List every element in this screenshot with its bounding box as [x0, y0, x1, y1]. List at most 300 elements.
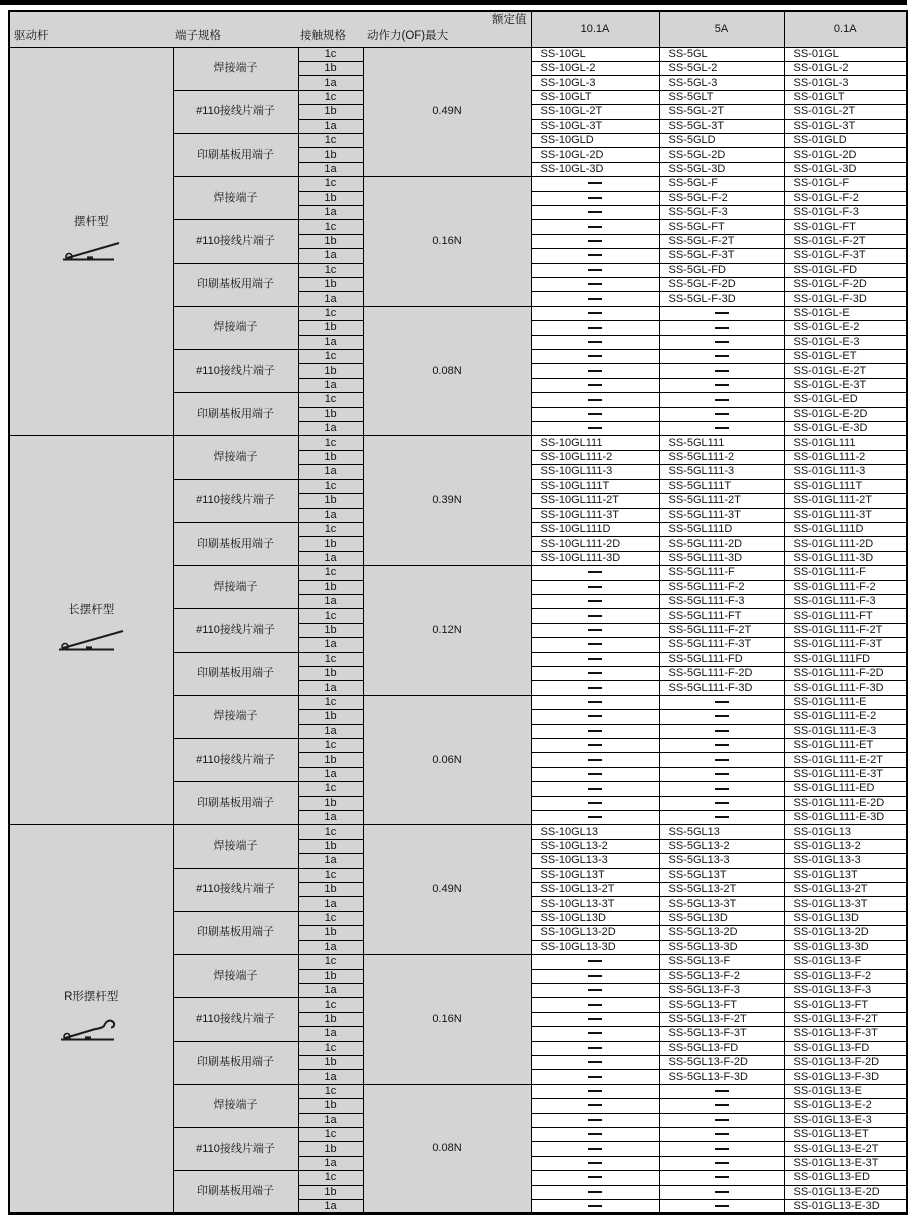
- model-cell: SS-01GL13-FD: [784, 1041, 907, 1055]
- dash: [588, 283, 602, 285]
- contact-form-cell: 1a: [298, 638, 363, 652]
- contact-form-cell: 1a: [298, 378, 363, 392]
- contact-form-cell: 1a: [298, 465, 363, 479]
- dash: [588, 744, 602, 746]
- model-cell: SS-5GL13D: [659, 911, 784, 925]
- contact-form-cell: 1b: [298, 1185, 363, 1199]
- contact-form-cell: 1a: [298, 1027, 363, 1041]
- dash: [588, 1133, 602, 1135]
- model-cell: SS-5GL111-3T: [659, 508, 784, 522]
- dash-cell: [531, 177, 659, 191]
- dash: [715, 1104, 729, 1106]
- model-cell: SS-01GL13-F-3T: [784, 1027, 907, 1041]
- dash-cell: [531, 1070, 659, 1084]
- model-cell: SS-01GL13-ED: [784, 1171, 907, 1185]
- model-cell: SS-01GL111-E-2T: [784, 753, 907, 767]
- model-cell: SS-01GL-E-2T: [784, 364, 907, 378]
- model-cell: SS-01GL13-ET: [784, 1127, 907, 1141]
- model-cell: SS-5GLT: [659, 90, 784, 104]
- contact-form-cell: 1a: [298, 1070, 363, 1084]
- model-cell: SS-5GL111-F: [659, 566, 784, 580]
- model-cell: SS-01GL111-F-3D: [784, 681, 907, 695]
- terminal-type-cell: 焊接端子: [173, 566, 298, 609]
- dash-cell: [531, 1127, 659, 1141]
- contact-form-cell: 1c: [298, 1171, 363, 1185]
- dash-cell: [659, 1156, 784, 1170]
- contact-form-cell: 1c: [298, 522, 363, 536]
- dash: [588, 989, 602, 991]
- dash: [588, 384, 602, 386]
- dash: [588, 427, 602, 429]
- model-cell: SS-01GL13-2D: [784, 926, 907, 940]
- dash-cell: [531, 609, 659, 623]
- model-cell: SS-01GL13-3D: [784, 940, 907, 954]
- model-cell: SS-01GL-F: [784, 177, 907, 191]
- contact-form-cell: 1b: [298, 537, 363, 551]
- model-cell: SS-5GL111-F-3T: [659, 638, 784, 652]
- dash: [588, 600, 602, 602]
- model-cell: SS-01GL-E-2D: [784, 407, 907, 421]
- model-cell: SS-5GLD: [659, 133, 784, 147]
- dash-cell: [531, 969, 659, 983]
- model-cell: SS-5GL-F-3: [659, 205, 784, 219]
- model-cell: SS-5GL-F-2D: [659, 278, 784, 292]
- dash-cell: [531, 191, 659, 205]
- model-cell: SS-5GL13-F-3T: [659, 1027, 784, 1041]
- operating-force-cell: 0.49N: [363, 825, 531, 955]
- model-cell: SS-01GL13-E-2: [784, 1099, 907, 1113]
- contact-form-cell: 1c: [298, 609, 363, 623]
- model-cell: SS-5GL111-2: [659, 450, 784, 464]
- model-cell: SS-10GL13-2: [531, 839, 659, 853]
- dash: [588, 312, 602, 314]
- model-cell: SS-5GL111-3: [659, 465, 784, 479]
- contact-form-cell: 1a: [298, 767, 363, 781]
- dash: [715, 1176, 729, 1178]
- dash-cell: [531, 1200, 659, 1214]
- dash-cell: [531, 220, 659, 234]
- model-cell: SS-10GL111-3T: [531, 508, 659, 522]
- model-cell: SS-01GL111-2D: [784, 537, 907, 551]
- dash: [588, 1191, 602, 1193]
- contact-form-cell: 1b: [298, 1055, 363, 1069]
- header-merged-cell: [9, 11, 531, 47]
- model-cell: SS-5GL-F-2: [659, 191, 784, 205]
- model-cell: SS-01GL13-E-3D: [784, 1200, 907, 1214]
- model-cell: SS-01GL-F-3: [784, 205, 907, 219]
- dash-cell: [659, 335, 784, 349]
- model-cell: SS-5GL-3T: [659, 119, 784, 133]
- dash: [588, 211, 602, 213]
- dash: [588, 586, 602, 588]
- model-cell: SS-01GL-F-3T: [784, 249, 907, 263]
- hinge-lever-icon: [60, 237, 122, 266]
- dash-cell: [531, 580, 659, 594]
- terminal-type-cell: 印刷基板用端子: [173, 522, 298, 565]
- dash: [588, 182, 602, 184]
- model-cell: SS-01GL13-2T: [784, 883, 907, 897]
- dash: [715, 399, 729, 401]
- contact-form-cell: 1c: [298, 1041, 363, 1055]
- model-cell: SS-5GL-F-3D: [659, 292, 784, 306]
- terminal-type-cell: #110接线片端子: [173, 220, 298, 263]
- top-rule: [0, 0, 907, 5]
- model-cell: SS-01GL-F-2D: [784, 278, 907, 292]
- dash: [715, 427, 729, 429]
- contact-form-cell: 1b: [298, 839, 363, 853]
- contact-form-cell: 1c: [298, 652, 363, 666]
- dash-cell: [531, 278, 659, 292]
- dash: [715, 1205, 729, 1207]
- terminal-type-cell: #110接线片端子: [173, 998, 298, 1041]
- dash: [588, 571, 602, 573]
- dash: [588, 1205, 602, 1207]
- model-cell: SS-01GL13-3T: [784, 897, 907, 911]
- dash-cell: [531, 350, 659, 364]
- contact-form-cell: 1b: [298, 1099, 363, 1113]
- dash: [588, 327, 602, 329]
- spec-table-body: [9, 47, 907, 1214]
- dash: [715, 341, 729, 343]
- contact-form-cell: 1a: [298, 551, 363, 565]
- r-hinge-lever-icon: [58, 1013, 124, 1046]
- model-cell: SS-5GL13T: [659, 868, 784, 882]
- dash-cell: [531, 753, 659, 767]
- dash-cell: [531, 638, 659, 652]
- dash: [588, 355, 602, 357]
- contact-form-cell: 1c: [298, 998, 363, 1012]
- contact-form-cell: 1a: [298, 983, 363, 997]
- dash: [588, 370, 602, 372]
- contact-form-cell: 1c: [298, 393, 363, 407]
- dash-cell: [531, 566, 659, 580]
- contact-form-cell: 1c: [298, 133, 363, 147]
- contact-form-cell: 1b: [298, 364, 363, 378]
- dash-cell: [531, 422, 659, 436]
- dash-cell: [531, 666, 659, 680]
- dash: [715, 384, 729, 386]
- contact-form-cell: 1b: [298, 148, 363, 162]
- model-cell: SS-01GL111: [784, 436, 907, 450]
- model-cell: SS-5GL13-3T: [659, 897, 784, 911]
- dash-cell: [659, 321, 784, 335]
- model-cell: SS-01GL111-2T: [784, 494, 907, 508]
- contact-form-cell: 1b: [298, 753, 363, 767]
- model-cell: SS-10GL111T: [531, 479, 659, 493]
- dash-cell: [659, 767, 784, 781]
- model-cell: SS-10GL13D: [531, 911, 659, 925]
- contact-form-cell: 1b: [298, 666, 363, 680]
- dash-cell: [531, 724, 659, 738]
- contact-form-cell: 1c: [298, 566, 363, 580]
- model-cell: SS-01GL-FT: [784, 220, 907, 234]
- model-cell: SS-01GL111-E-2: [784, 710, 907, 724]
- dash-cell: [659, 393, 784, 407]
- contact-form-cell: 1a: [298, 205, 363, 219]
- terminal-type-cell: 印刷基板用端子: [173, 263, 298, 306]
- dash: [588, 773, 602, 775]
- contact-form-cell: 1b: [298, 796, 363, 810]
- model-cell: SS-10GLT: [531, 90, 659, 104]
- dash: [715, 1090, 729, 1092]
- dash: [715, 759, 729, 761]
- contact-form-cell: 1b: [298, 710, 363, 724]
- terminal-type-cell: 印刷基板用端子: [173, 652, 298, 695]
- dash: [588, 730, 602, 732]
- model-cell: SS-10GL-2T: [531, 105, 659, 119]
- model-cell: SS-01GL111-ET: [784, 739, 907, 753]
- dash-cell: [531, 955, 659, 969]
- model-cell: SS-5GL111-F-2T: [659, 623, 784, 637]
- model-cell: SS-01GL: [784, 47, 907, 61]
- model-cell: SS-01GL111T: [784, 479, 907, 493]
- dash: [715, 1162, 729, 1164]
- model-cell: SS-10GL13T: [531, 868, 659, 882]
- dash-cell: [659, 422, 784, 436]
- col-header-terminal-spec: 端子规格: [175, 30, 221, 42]
- model-cell: SS-01GL111-3D: [784, 551, 907, 565]
- contact-form-cell: 1c: [298, 1127, 363, 1141]
- dash-cell: [531, 1113, 659, 1127]
- model-cell: SS-01GL-2D: [784, 148, 907, 162]
- model-cell: SS-5GL-2: [659, 61, 784, 75]
- contact-form-cell: 1b: [298, 278, 363, 292]
- contact-form-cell: 1c: [298, 911, 363, 925]
- dash: [715, 701, 729, 703]
- model-cell: SS-10GL-3T: [531, 119, 659, 133]
- terminal-type-cell: 印刷基板用端子: [173, 133, 298, 176]
- model-cell: SS-10GL111-2D: [531, 537, 659, 551]
- dash-cell: [531, 652, 659, 666]
- dash-cell: [659, 710, 784, 724]
- model-cell: SS-01GL-3D: [784, 162, 907, 176]
- model-cell: SS-5GL-FD: [659, 263, 784, 277]
- model-cell: SS-01GL-F-2T: [784, 234, 907, 248]
- model-cell: SS-01GL-F-3D: [784, 292, 907, 306]
- dash-cell: [531, 407, 659, 421]
- contact-form-cell: 1c: [298, 90, 363, 104]
- spec-table: [8, 10, 908, 1215]
- model-cell: SS-10GL13-3: [531, 854, 659, 868]
- operating-force-cell: 0.16N: [363, 177, 531, 307]
- dash-cell: [531, 1041, 659, 1055]
- model-cell: SS-01GL111-F: [784, 566, 907, 580]
- model-cell: SS-01GL111-3T: [784, 508, 907, 522]
- contact-form-cell: 1a: [298, 1113, 363, 1127]
- dash: [588, 1162, 602, 1164]
- terminal-type-cell: 印刷基板用端子: [173, 1041, 298, 1084]
- contact-form-cell: 1a: [298, 724, 363, 738]
- model-cell: SS-01GL-ET: [784, 350, 907, 364]
- model-cell: SS-5GL111-FT: [659, 609, 784, 623]
- dash: [588, 1004, 602, 1006]
- model-cell: SS-01GL13-FT: [784, 998, 907, 1012]
- model-cell: SS-5GL13-F-2: [659, 969, 784, 983]
- model-cell: SS-01GL13-E-3T: [784, 1156, 907, 1170]
- model-cell: SS-01GL111-E-3T: [784, 767, 907, 781]
- dash: [588, 960, 602, 962]
- model-cell: SS-5GL13-F-2T: [659, 1012, 784, 1026]
- dash: [588, 298, 602, 300]
- model-cell: SS-5GL-2D: [659, 148, 784, 162]
- dash: [588, 226, 602, 228]
- drive-lever-cell: [9, 47, 173, 436]
- model-cell: SS-01GL13-E-3: [784, 1113, 907, 1127]
- header-row: [9, 11, 907, 47]
- model-cell: SS-5GL111-2T: [659, 494, 784, 508]
- model-cell: SS-10GL: [531, 47, 659, 61]
- contact-form-cell: 1b: [298, 450, 363, 464]
- dash-cell: [531, 249, 659, 263]
- contact-form-cell: 1c: [298, 436, 363, 450]
- contact-form-cell: 1b: [298, 1142, 363, 1156]
- model-cell: SS-01GL13-E-2T: [784, 1142, 907, 1156]
- contact-form-cell: 1a: [298, 508, 363, 522]
- model-cell: SS-01GL13-F-2: [784, 969, 907, 983]
- dash-cell: [659, 306, 784, 320]
- dash-cell: [659, 378, 784, 392]
- model-cell: SS-01GL-3: [784, 76, 907, 90]
- contact-form-cell: 1b: [298, 969, 363, 983]
- model-cell: SS-01GL13-F-2T: [784, 1012, 907, 1026]
- terminal-type-cell: 焊接端子: [173, 436, 298, 479]
- model-cell: SS-01GL13-3: [784, 854, 907, 868]
- dash-cell: [659, 753, 784, 767]
- dash: [715, 744, 729, 746]
- contact-form-cell: 1c: [298, 350, 363, 364]
- model-cell: SS-01GL111-F-2D: [784, 666, 907, 680]
- dash-cell: [659, 350, 784, 364]
- dash-cell: [531, 983, 659, 997]
- dash-cell: [531, 594, 659, 608]
- dash-cell: [531, 710, 659, 724]
- model-cell: SS-10GL111-2: [531, 450, 659, 464]
- dash-cell: [531, 1099, 659, 1113]
- col-header-rated-10-1a: 10.1A: [531, 11, 659, 47]
- model-cell: SS-5GL111-2D: [659, 537, 784, 551]
- contact-form-cell: 1a: [298, 854, 363, 868]
- contact-form-cell: 1b: [298, 407, 363, 421]
- model-cell: SS-01GL13-2: [784, 839, 907, 853]
- model-cell: SS-01GL-E-3: [784, 335, 907, 349]
- contact-form-cell: 1a: [298, 897, 363, 911]
- terminal-type-cell: #110接线片端子: [173, 479, 298, 522]
- model-cell: SS-01GL-E-3T: [784, 378, 907, 392]
- dash-cell: [531, 306, 659, 320]
- dash: [715, 327, 729, 329]
- dash-cell: [531, 782, 659, 796]
- dash-cell: [659, 695, 784, 709]
- dash-cell: [659, 1200, 784, 1214]
- model-cell: SS-01GL-F-2: [784, 191, 907, 205]
- dash-cell: [659, 1185, 784, 1199]
- model-cell: SS-01GL111FD: [784, 652, 907, 666]
- model-cell: SS-5GL111T: [659, 479, 784, 493]
- terminal-type-cell: #110接线片端子: [173, 350, 298, 393]
- model-cell: SS-01GL111-E-3: [784, 724, 907, 738]
- terminal-type-cell: #110接线片端子: [173, 1127, 298, 1170]
- model-cell: SS-10GLD: [531, 133, 659, 147]
- contact-form-cell: 1c: [298, 955, 363, 969]
- dash: [715, 413, 729, 415]
- model-cell: SS-01GL111-E-2D: [784, 796, 907, 810]
- dash-cell: [659, 1084, 784, 1098]
- model-cell: SS-01GLT: [784, 90, 907, 104]
- model-cell: SS-01GL13: [784, 825, 907, 839]
- dash-cell: [531, 796, 659, 810]
- dash-cell: [531, 767, 659, 781]
- dash-cell: [659, 364, 784, 378]
- model-cell: SS-01GL111-2: [784, 450, 907, 464]
- contact-form-cell: 1a: [298, 594, 363, 608]
- terminal-type-cell: #110接线片端子: [173, 739, 298, 782]
- dash: [588, 1018, 602, 1020]
- model-cell: SS-5GL13-F-3: [659, 983, 784, 997]
- dash: [588, 788, 602, 790]
- dash-cell: [531, 378, 659, 392]
- contact-form-cell: 1c: [298, 263, 363, 277]
- dash-cell: [531, 681, 659, 695]
- model-cell: SS-10GL111: [531, 436, 659, 450]
- contact-form-cell: 1b: [298, 1012, 363, 1026]
- dash-cell: [531, 234, 659, 248]
- model-cell: SS-5GL111-FD: [659, 652, 784, 666]
- contact-form-cell: 1b: [298, 926, 363, 940]
- contact-form-cell: 1a: [298, 940, 363, 954]
- dash-cell: [659, 1099, 784, 1113]
- model-cell: SS-10GL13-3T: [531, 897, 659, 911]
- model-cell: SS-10GL111-3D: [531, 551, 659, 565]
- drive-lever-label: R形摆杆型: [64, 991, 119, 1004]
- operating-force-cell: 0.12N: [363, 566, 531, 696]
- model-cell: SS-5GL13-2D: [659, 926, 784, 940]
- model-cell: SS-5GL13-2: [659, 839, 784, 853]
- dash-cell: [531, 393, 659, 407]
- contact-form-cell: 1c: [298, 868, 363, 882]
- contact-form-cell: 1c: [298, 695, 363, 709]
- model-cell: SS-01GL111-ED: [784, 782, 907, 796]
- terminal-type-cell: 焊接端子: [173, 695, 298, 738]
- model-cell: SS-5GL13-F-3D: [659, 1070, 784, 1084]
- dash: [588, 1090, 602, 1092]
- dash: [588, 816, 602, 818]
- dash-cell: [531, 739, 659, 753]
- model-cell: SS-01GLD: [784, 133, 907, 147]
- model-cell: SS-5GL13-F: [659, 955, 784, 969]
- contact-form-cell: 1a: [298, 119, 363, 133]
- operating-force-cell: 0.08N: [363, 306, 531, 436]
- model-cell: SS-5GL111: [659, 436, 784, 450]
- model-cell: SS-10GL13-2T: [531, 883, 659, 897]
- contact-form-cell: 1a: [298, 1200, 363, 1214]
- model-cell: SS-5GL-F-3T: [659, 249, 784, 263]
- operating-force-cell: 0.16N: [363, 955, 531, 1085]
- dash: [715, 312, 729, 314]
- dash-cell: [659, 796, 784, 810]
- operating-force-cell: 0.08N: [363, 1084, 531, 1214]
- table-row: [9, 436, 907, 450]
- contact-form-cell: 1a: [298, 76, 363, 90]
- model-cell: SS-01GL-E: [784, 306, 907, 320]
- contact-form-cell: 1a: [298, 162, 363, 176]
- model-cell: SS-10GL-3: [531, 76, 659, 90]
- model-cell: SS-10GL-2: [531, 61, 659, 75]
- dash: [715, 715, 729, 717]
- dash: [588, 629, 602, 631]
- dash: [588, 1119, 602, 1121]
- model-cell: SS-01GL-3T: [784, 119, 907, 133]
- model-cell: SS-10GL-2D: [531, 148, 659, 162]
